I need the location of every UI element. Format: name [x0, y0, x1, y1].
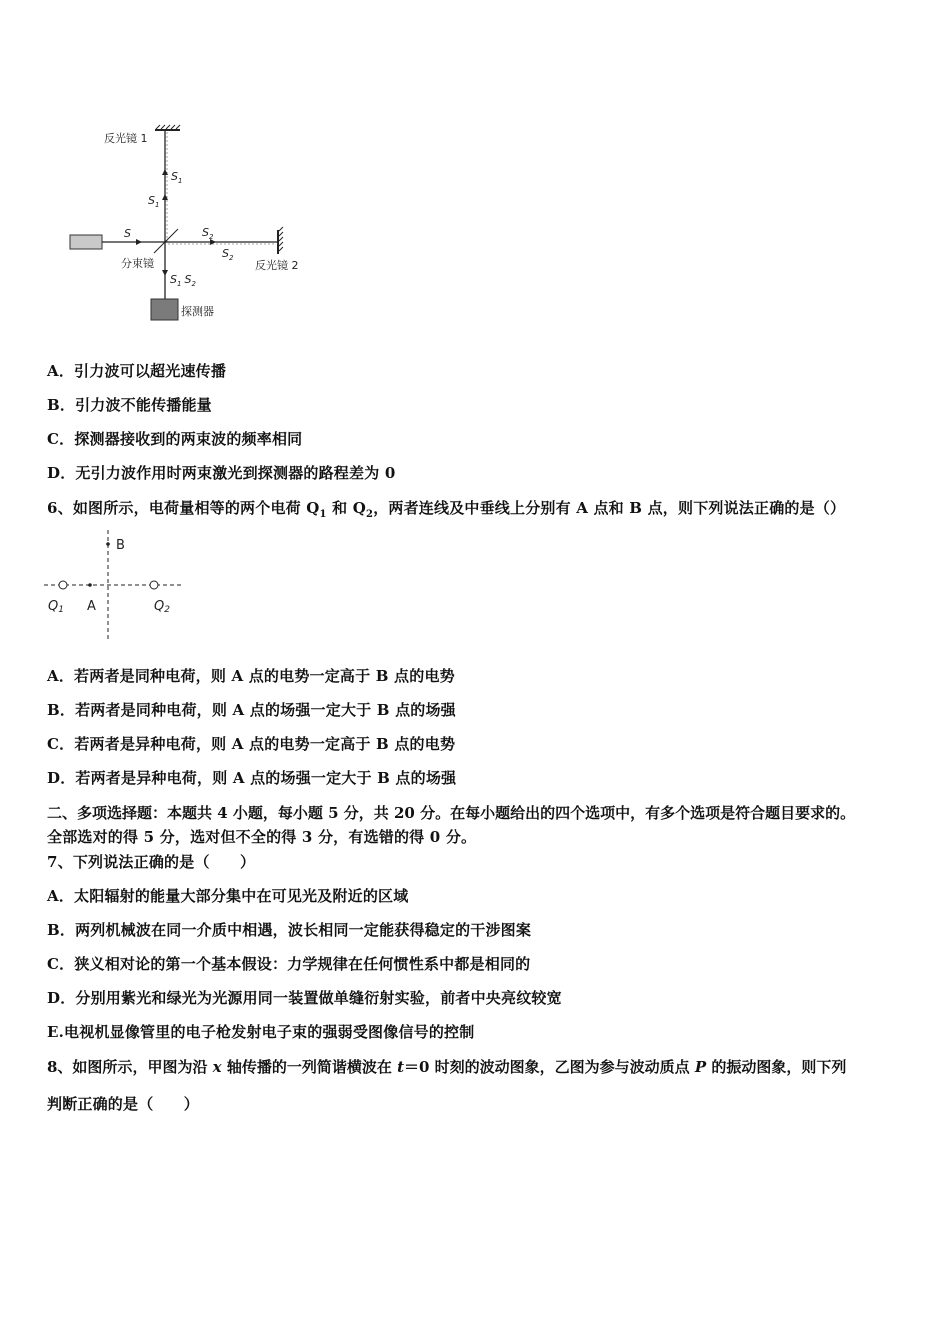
q8-stem-line2: 判断正确的是（ ） [47, 1095, 200, 1113]
q7-option-c: C．狭义相对论的第一个基本假设：力学规律在任何惯性系中都是相同的 [47, 955, 531, 973]
s1-label: S [171, 170, 178, 183]
svg-text:S2 [202, 226, 214, 241]
mirror-1-hatch [156, 125, 180, 129]
section2-line1: 二、多项选择题：本题共 4 小题，每小题 5 分，共 20 分。在每小题给出的四个选项中，有多个选项是符合题目要求的。 [47, 804, 856, 822]
q6-option-a: A．若两者是同种电荷，则 A 点的电势一定高于 B 点的电势 [47, 667, 455, 685]
q7-option-e: E.电视机显像管里的电子枪发射电子束的强弱受图像信号的控制 [47, 1023, 475, 1041]
svg-text:S1 [148, 194, 159, 209]
detector-label: 探测器 [181, 305, 214, 318]
s2b-label: S [222, 247, 229, 260]
q7-stem: 7、下列说法正确的是（ ） [47, 853, 256, 871]
q6-stem: 6、如图所示，电荷量相等的两个电荷 $Q_1$ 和 $Q_2$，两者连线及中垂线上分别有 A 点和 B 点，则下列说法正确的是（） [47, 499, 846, 520]
point-b-label: B [116, 538, 125, 553]
q2-sub: 2 [164, 605, 170, 615]
q5-option-b: B．引力波不能传播能量 [47, 396, 212, 414]
q5-option-c: C．探测器接收到的两束波的频率相同 [47, 430, 303, 448]
svg-text:S2 [222, 247, 234, 262]
q7-option-b: B．两列机械波在同一介质中相遇，波长相同一定能获得稳定的干涉图案 [47, 921, 532, 939]
q5-option-d: D．无引力波作用时两束激光到探测器的路程差为 0 [47, 464, 396, 482]
svg-text:Q1 [48, 599, 64, 615]
s-label: S [124, 227, 131, 240]
splitter-label: 分束镜 [121, 257, 154, 270]
svg-text:S1S2 [170, 273, 196, 288]
detector [151, 299, 178, 320]
s1-sub: 1 [177, 177, 183, 185]
q1-sub: 1 [58, 605, 64, 615]
s2-sub: 2 [208, 233, 214, 241]
beam-splitter [154, 229, 178, 253]
mirror-1-label: 反光镜 1 [104, 132, 148, 145]
svg-text:S1 [171, 170, 182, 185]
s2-label: S [202, 226, 209, 239]
mirror-2-label: 反光镜 2 [255, 259, 299, 272]
s12-sub: 1 [176, 280, 182, 288]
s2b-sub: 2 [228, 254, 234, 262]
q5-option-a: A．引力波可以超光速传播 [47, 362, 227, 380]
charge-q2 [150, 581, 158, 589]
q2-label: Q [154, 599, 165, 614]
q6-option-b: B．若两者是同种电荷，则 A 点的场强一定大于 B 点的场强 [47, 701, 456, 719]
q6-option-d: D．若两者是异种电荷，则 A 点的场强一定大于 B 点的场强 [47, 769, 457, 787]
q6-option-c: C．若两者是异种电荷，则 A 点的电势一定高于 B 点的电势 [47, 735, 456, 753]
section2-line2: 全部选对的得 5 分，选对但不全的得 3 分，有选错的得 0 分。 [47, 828, 477, 846]
charges-figure [40, 528, 200, 646]
s1b-sub: 1 [154, 201, 160, 209]
interferometer-figure [60, 118, 330, 328]
point-a-label: A [87, 599, 96, 614]
svg-text:S [124, 227, 131, 240]
s1b-label: S [148, 194, 155, 207]
charge-q1 [59, 581, 67, 589]
point-a [88, 583, 92, 587]
svg-text:Q2 [154, 599, 170, 615]
q8-stem: 8、如图所示，甲图为沿 x 轴传播的一列简谐横波在 t＝0 时刻的波动图象，乙图为参与波动质点 P 的振动图象，则下列 [47, 1058, 847, 1076]
laser-source [70, 235, 102, 249]
q7-option-d: D．分别用紫光和绿光为光源用同一装置做单缝衍射实验，前者中央亮纹较宽 [47, 989, 562, 1007]
point-b [106, 542, 110, 546]
s12-label2: S [184, 273, 192, 286]
q7-option-a: A．太阳辐射的能量大部分集中在可见光及附近的区域 [47, 887, 409, 905]
q1-label: Q [48, 599, 59, 614]
s12-label: S [170, 273, 177, 286]
s12-sub2: 2 [191, 280, 196, 288]
